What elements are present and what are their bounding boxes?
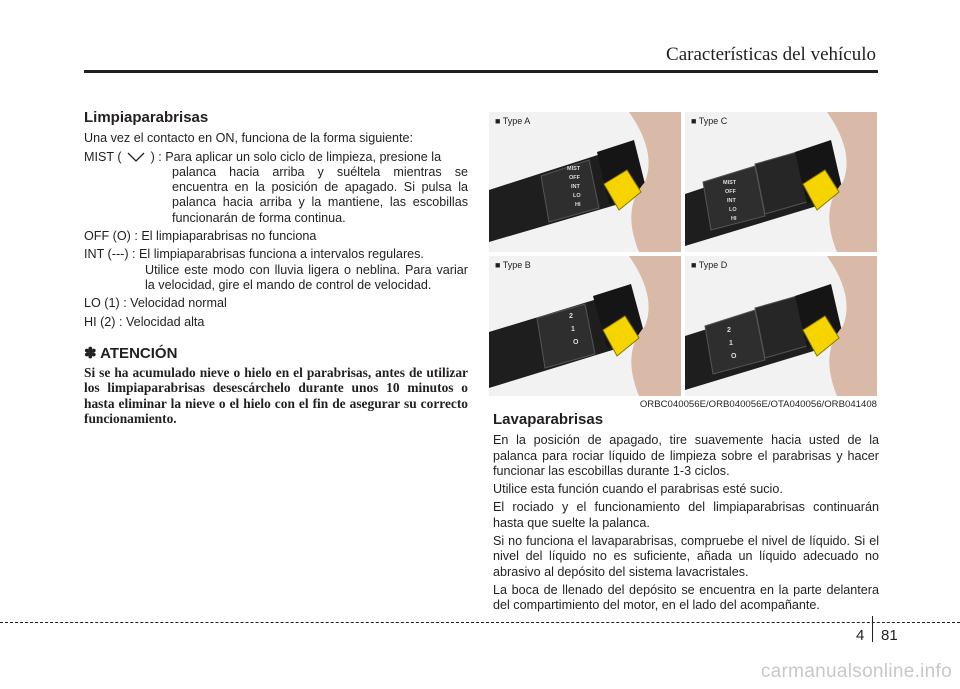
- panel-label: ■ Type C: [691, 116, 728, 126]
- warning-body: Si se ha acumulado nieve o hielo en el parabrisas, antes de utilizar los limpiaparabrisas desescárchelo durante unos 10 minutos o hasta eliminar la nieve o el hielo con el fin de asegurar su correcto funcionamiento.: [84, 365, 468, 427]
- page-number: 81: [881, 627, 898, 644]
- lo-line: LO (1) : Velocidad normal: [84, 296, 227, 311]
- wiper-stalk-illustration: [489, 112, 681, 252]
- header-title: Características del vehículo: [666, 44, 876, 65]
- washer-p5: La boca de llenado del depósito se encuentra en la parte delantera del compartimiento del motor, en el lado del acompañante.: [493, 582, 879, 613]
- switch-label: MIST: [567, 166, 581, 172]
- wiper-stalk-illustration: [685, 112, 877, 252]
- header-rule: [84, 70, 878, 73]
- wiper-stalk-illustration: [685, 256, 877, 396]
- figure-caption: ORBC040056E/ORB040056E/OTA040056/ORB041408: [639, 399, 877, 410]
- mist-text-1: Para aplicar un solo ciclo de limpieza, presione la: [165, 149, 442, 164]
- switch-label: 1: [729, 340, 733, 347]
- footer-rule: [0, 622, 960, 623]
- int-label: INT (---) :: [84, 247, 140, 262]
- watermark: carmanualsonline.info: [760, 661, 952, 682]
- panel-label: ■ Type A: [495, 116, 531, 126]
- int-text-2: Utilice este modo con lluvia ligera o neblina. Para variar la velocidad, gire el mando de control de velocidad.: [145, 262, 468, 292]
- switch-label: HI: [575, 202, 581, 208]
- hi-line: HI (2) : Velocidad alta: [84, 314, 205, 329]
- int-row: [84, 247, 468, 262]
- mist-chevron-icon: [125, 152, 147, 162]
- switch-label: O: [573, 339, 579, 346]
- switch-label: 2: [569, 313, 573, 320]
- switch-label: LO: [573, 193, 581, 199]
- switch-label: 2: [727, 327, 731, 334]
- switch-label: O: [731, 353, 737, 360]
- warning-title: ✽ ATENCIÓN: [84, 344, 178, 362]
- wiper-intro: Una vez el contacto en ON, funciona de la forma siguiente:: [84, 131, 414, 146]
- switch-label: 1: [571, 326, 575, 333]
- wiper-stalk-illustration: [489, 256, 681, 396]
- panel-label: ■ Type D: [691, 260, 728, 270]
- washer-p2: Utilice esta función cuando el parabrisas esté sucio.: [493, 482, 783, 497]
- left-column: [84, 110, 468, 426]
- wiper-heading: Limpiaparabrisas: [84, 109, 209, 126]
- washer-heading: Lavaparabrisas: [493, 411, 604, 428]
- panel-type-c: [685, 112, 877, 252]
- mist-text-2: palanca hacia arriba y suéltela mientras se encuentra en la posición de apagado. Si pulsa la palanca hacia arriba y la mantiene, las escobillas funcionarán de forma continua.: [172, 164, 468, 225]
- off-line: OFF (O) : El limpiaparabrisas no funciona: [84, 229, 317, 244]
- mist-label: MIST (: [84, 149, 122, 164]
- washer-p4: Si no funciona el lavaparabrisas, compruebe el nivel de líquido. Si el nivel del líquido no es suficiente, añada un líquido adecuado no abrasivo al depósito del sistema lavacristales.: [493, 534, 879, 579]
- washer-p1: En la posición de apagado, tire suavemente hacia usted de la palanca para rociar líquido de limpieza sobre el parabrisas y hacer funcionar las escobillas durante 1-3 ciclos.: [493, 433, 879, 478]
- panel-type-a: [489, 112, 681, 252]
- right-column: [493, 412, 879, 617]
- switch-label: MIST: [723, 180, 737, 186]
- mist-label-end: ) :: [150, 149, 162, 164]
- panel-type-d: [685, 256, 877, 396]
- panel-type-b: [489, 256, 681, 396]
- wiper-stalk-figure: [489, 112, 877, 396]
- int-text-1: El limpiaparabrisas funciona a intervalos regulares.: [139, 247, 424, 262]
- switch-label: OFF: [569, 175, 580, 181]
- washer-p3: El rociado y el funcionamiento del limpiaparabrisas continuarán hasta que suelte la palanca.: [493, 500, 879, 530]
- panel-label: ■ Type B: [495, 260, 531, 270]
- switch-label: HI: [731, 216, 737, 222]
- switch-label: OFF: [725, 189, 736, 195]
- switch-label: LO: [729, 207, 737, 213]
- switch-label: INT: [571, 184, 580, 190]
- switch-label: INT: [727, 198, 736, 204]
- section-number: 4: [856, 627, 865, 644]
- footer-divider: [872, 616, 873, 642]
- mist-row: [84, 150, 468, 165]
